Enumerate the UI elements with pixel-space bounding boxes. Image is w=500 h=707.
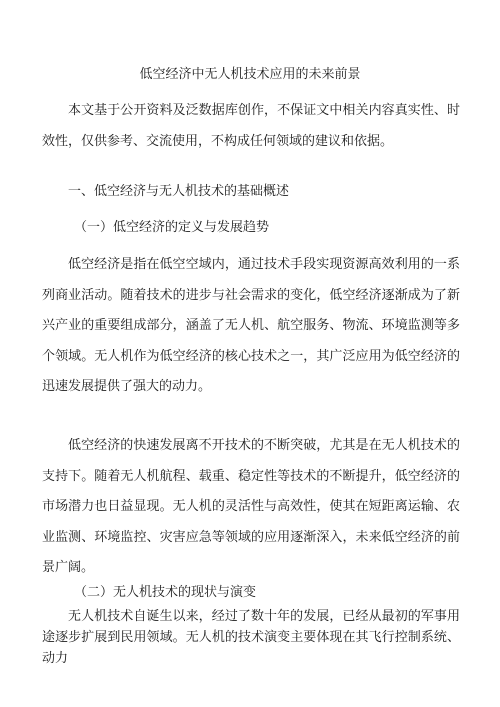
section-1-heading: 一、低空经济与无人机技术的基础概述: [68, 184, 290, 199]
disclaimer-paragraph: 本文基于公开资料及泛数据库创作，不保证文中相关内容真实性、时效性，仅供参考、交流使用，不构成任何领域的建议和依据。: [42, 103, 460, 149]
subsection-1-paragraph-1: 低空经济是指在低空空域内，通过技术手段实现资源高效利用的一系列商业活动。随着技术的进步与社会需求的变化，低空经济逐渐成为了新兴产业的重要组成部分，涵盖了无人机、航空服务、物流、环境监测等多个领域。无人机作为低空经济的核心技术之一，其广泛应用为低空经济的迅速发展提供了强大的动力。: [42, 257, 460, 394]
subsection-2-heading: （二）无人机技术的现状与演变: [74, 585, 257, 600]
subsection-2-paragraph-1: 无人机技术自诞生以来，经过了数十年的发展，已经从最初的军事用途逐步扩展到民用领域。无人机的技术演变主要体现在其飞行控制系统、动力: [42, 609, 460, 666]
subsection-1-heading: （一）低空经济的定义与发展趋势: [74, 220, 270, 235]
document-title: 低空经济中无人机技术应用的未来前景: [139, 67, 361, 82]
subsection-1-paragraph-2: 低空经济的快速发展离不开技术的不断突破，尤其是在无人机技术的支持下。随着无人机航程、载重、稳定性等技术的不断提升，低空经济的市场潜力也日益显现。无人机的灵活性与高效性，使其在短距离运输、农业监测、环境监控、灾害应急等领域的应用逐渐深入，未来低空经济的前景广阔。: [42, 438, 460, 575]
